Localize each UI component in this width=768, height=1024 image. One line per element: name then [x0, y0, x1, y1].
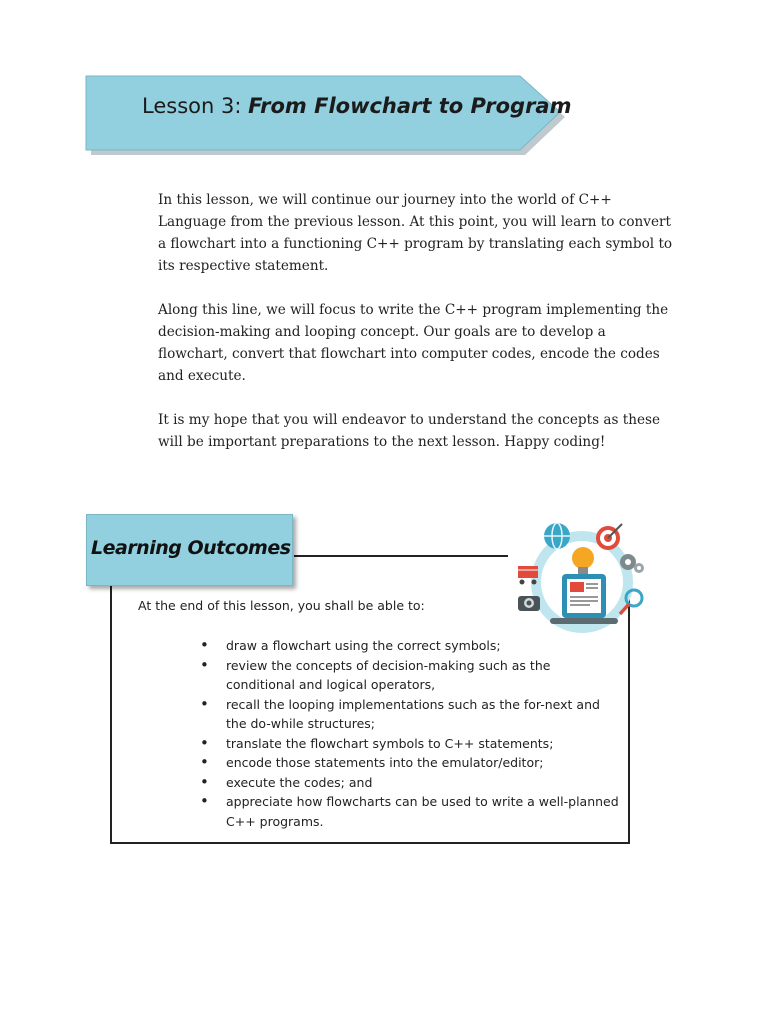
lightbulb-icon	[572, 547, 594, 574]
lesson-intro	[158, 189, 673, 475]
intro-paragraph-3: It is my hope that you will endeavor to understand the concepts as these will be important preparations to the next lesson. Happy coding!	[158, 412, 661, 450]
tech-illustration	[512, 508, 658, 648]
learning-outcomes-intro: At the end of this lesson, you shall be able to:	[138, 598, 425, 613]
list-item: • recall the looping implementations such as the for-next and the do-while structures;	[200, 695, 620, 734]
lesson-banner	[84, 74, 572, 156]
learning-outcomes-heading: Learning Outcomes	[91, 537, 291, 559]
camera-icon	[518, 596, 540, 611]
learning-outcomes-top-rule	[294, 555, 508, 557]
intro-paragraph-2: Along this line, we will focus to write the C++ program implementing the decision-making and looping concept. Our goals are to develop a flowchart, convert that flowchart into computer codes, encode the codes and execute.	[158, 302, 669, 384]
list-item: • review the concepts of decision-making such as the conditional and logical operators,	[200, 656, 620, 695]
learning-outcomes-heading-box	[86, 514, 293, 586]
globe-icon	[544, 523, 570, 549]
lesson-prefix: Lesson 3:	[142, 94, 249, 118]
list-item: • encode those statements into the emulator/editor;	[200, 753, 620, 773]
list-item: • appreciate how flowcharts can be used to write a well-planned C++ programs.	[200, 792, 620, 831]
list-item: • draw a flowchart using the correct symbols;	[200, 636, 620, 656]
list-item: • execute the codes; and	[200, 773, 620, 793]
list-item: • translate the flowchart symbols to C++ statements;	[200, 734, 620, 754]
lesson-title	[142, 94, 572, 118]
shopping-cart-icon	[518, 566, 538, 585]
learning-outcomes-list	[200, 636, 620, 831]
lesson-title-text: From Flowchart to Program	[248, 94, 572, 118]
intro-paragraph-1: In this lesson, we will continue our journey into the world of C++ Language from the previous lesson. At this point, you will learn to convert a flowchart into a functioning C++ program by translating each symbol to its respective statement.	[158, 192, 673, 274]
